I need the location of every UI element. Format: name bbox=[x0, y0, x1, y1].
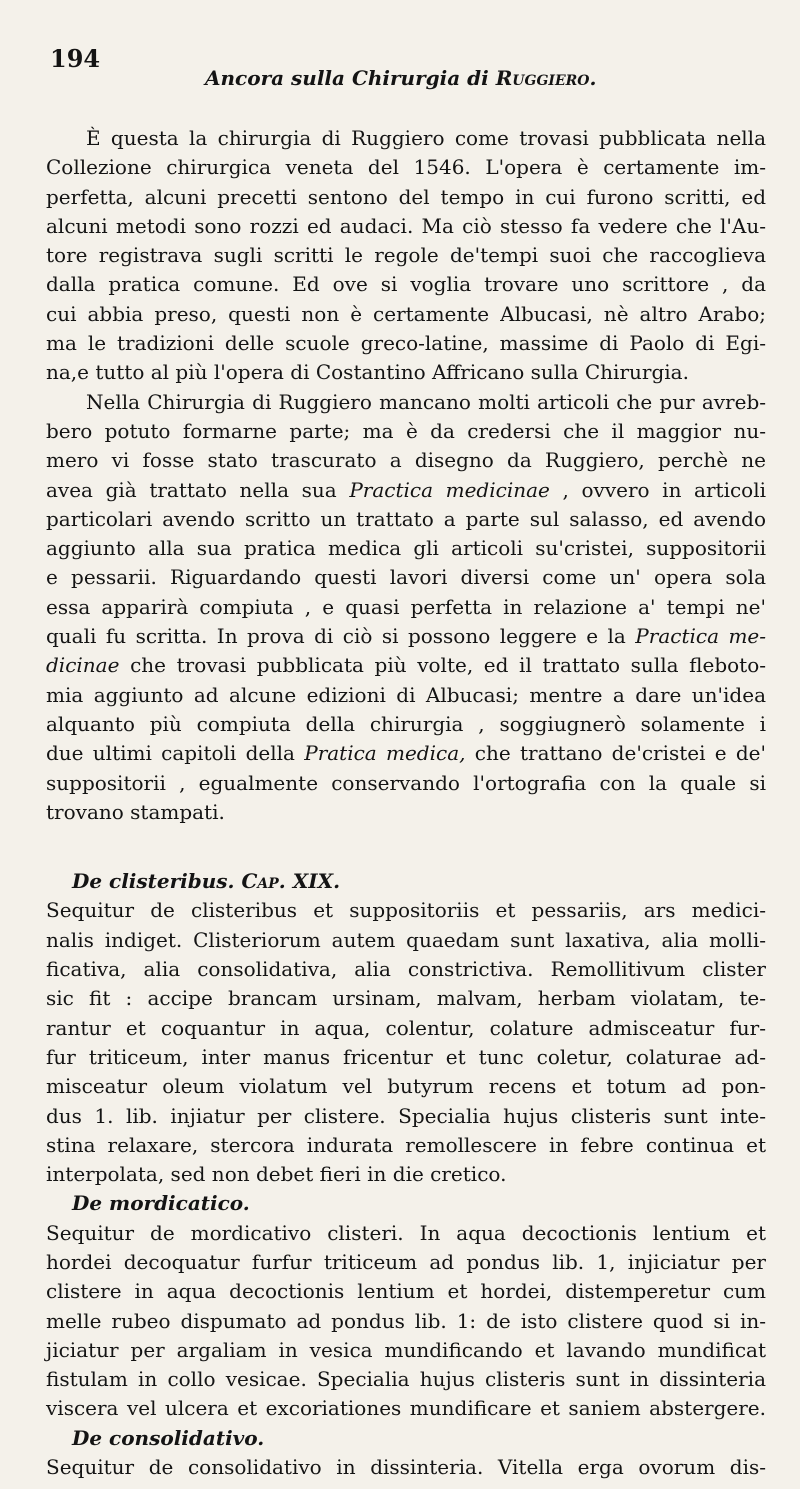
text-line: clistere in aqua decoctionis lentium et hordei, distemperetur cum bbox=[46, 1279, 766, 1304]
text-line: sic fit : accipe brancam ursinam, malvam, herbam violatam, te- bbox=[46, 986, 766, 1011]
text-segment: avea già trattato nella sua bbox=[46, 477, 337, 502]
text-line: bero potuto formarne parte; ma è da credersi che il maggior nu- bbox=[46, 418, 766, 443]
text-line: Sequitur de mordicativo clisteri. In aqua decoctionis lentium et bbox=[46, 1220, 766, 1245]
text-line bbox=[46, 651, 766, 680]
text-line: cui abbia preso, questi non è certamente Albucasi, nè altro Arabo; bbox=[46, 301, 766, 326]
text-line: essa apparirà compiuta , e quasi perfetta in relazione a' tempi ne' bbox=[46, 594, 766, 619]
mordicatico-paragraph bbox=[46, 1219, 766, 1424]
text-line: alquanto più compiuta della chirurgia , soggiugnerò solamente i bbox=[46, 711, 766, 736]
book-title: dicinae bbox=[46, 653, 120, 678]
running-head-prefix: Ancora sulla Chirurgia di bbox=[205, 66, 489, 90]
text-line: ma le tradizioni delle scuole greco-latine, massime di Paolo di Egi- bbox=[46, 331, 766, 356]
text-line: È questa la chirurgia di Ruggiero come trovasi pubblicata nella bbox=[86, 126, 766, 150]
text-line: rantur et coquantur in aqua, colentur, colature admisceatur fur- bbox=[46, 1015, 766, 1040]
clisteribus-paragraph bbox=[46, 896, 766, 1189]
text-line: aggiunto alla sua pratica medica gli articoli su'cristei, suppositorii bbox=[46, 536, 766, 561]
page-number: 194 bbox=[50, 44, 101, 73]
running-head-name: Ruggiero. bbox=[495, 66, 597, 90]
page-body bbox=[46, 124, 766, 1482]
text-segment: che trovasi pubblicata più volte, ed il trattato sulla fleboto- bbox=[130, 653, 766, 678]
section-heading-mordicatico: De mordicatico. bbox=[72, 1191, 250, 1216]
text-line: dalla pratica comune. Ed ove si voglia trovare uno scrittore , da bbox=[46, 272, 766, 297]
text-line: dus 1. lib. injiatur per clistere. Specialia hujus clisteris sunt inte- bbox=[46, 1103, 766, 1128]
text-line: Nella Chirurgia di Ruggiero mancano molti articoli che pur avreb- bbox=[86, 389, 766, 414]
text-line: melle rubeo dispumato ad pondus lib. 1: de isto clistere quod si in- bbox=[46, 1308, 766, 1333]
consolidativo-paragraph bbox=[46, 1453, 766, 1482]
text-line: e pessarii. Riguardando questi lavori diversi come un' opera sola bbox=[46, 565, 766, 590]
book-title: Practica medicinae bbox=[349, 477, 550, 502]
text-line bbox=[46, 739, 766, 768]
text-line: Collezione chirurgica veneta del 1546. L'opera è certamente im- bbox=[46, 155, 766, 180]
text-line: tore registrava sugli scritti le regole de'tempi suoi che raccoglieva bbox=[46, 243, 766, 268]
text-line: fistulam in collo vesicae. Specialia hujus clisteris sunt in dissinteria bbox=[46, 1367, 766, 1392]
text-line bbox=[46, 622, 766, 651]
text-segment: che trattano de'cristei e de' bbox=[474, 741, 767, 766]
text-line: fur triticeum, inter manus fricentur et tunc coletur, colaturae ad- bbox=[46, 1044, 766, 1069]
text-line: hordei decoquatur furfur triticeum ad pondus lib. 1, injiciatur per bbox=[46, 1249, 766, 1274]
text-line: suppositorii , egualmente conservando l'ortografia con la quale si bbox=[46, 770, 766, 795]
text-line: Sequitur de clisteribus et suppositoriis et pessariis, ars medici- bbox=[46, 898, 766, 923]
text-line: misceatur oleum violatum vel butyrum recens et totum ad pon- bbox=[46, 1074, 766, 1099]
text-line: viscera vel ulcera et excoriationes mundificare et saniem abstergere. bbox=[46, 1396, 766, 1421]
text-line: alcuni metodi sono rozzi ed audaci. Ma ciò stesso fa vedere che l'Au- bbox=[46, 213, 766, 238]
text-segment: quali fu scritta. In prova di ciò si possono leggere e la bbox=[46, 624, 626, 649]
book-title: Practica me- bbox=[635, 624, 767, 649]
chapter-heading bbox=[46, 867, 766, 896]
text-line: nalis indiget. Clisteriorum autem quaedam sunt laxativa, alia molli- bbox=[46, 927, 766, 952]
text-line: trovano stampati. bbox=[46, 799, 225, 824]
text-line: perfetta, alcuni precetti sentono del tempo in cui furono scritti, ed bbox=[46, 184, 766, 209]
chapter-heading-number: Cap. XIX. bbox=[241, 869, 341, 894]
chapter-heading-title: De clisteribus. bbox=[72, 869, 235, 894]
text-line: na,e tutto al più l'opera di Costantino Affricano sulla Chirurgia. bbox=[46, 360, 689, 385]
page-header bbox=[0, 44, 800, 94]
text-line: stina relaxare, stercora indurata remollescere in febre continua et bbox=[46, 1132, 766, 1157]
text-line: jiciatur per argaliam in vesica mundificando et lavando mundificat bbox=[46, 1337, 766, 1362]
text-line: mero vi fosse stato trascurato a disegno da Ruggiero, perchè ne bbox=[46, 448, 766, 473]
section-heading-consolidativo: De consolidativo. bbox=[72, 1425, 265, 1450]
text-line bbox=[46, 476, 766, 505]
text-line: ficativa, alia consolidativa, alia constrictiva. Remollitivum clister bbox=[46, 957, 766, 982]
text-line: particolari avendo scritto un trattato a parte sul salasso, ed avendo bbox=[46, 506, 766, 531]
running-head bbox=[205, 66, 596, 90]
text-line: interpolata, sed non debet fieri in die cretico. bbox=[46, 1162, 507, 1187]
text-segment: due ultimi capitoli della bbox=[46, 741, 295, 766]
text-line: mia aggiunto ad alcune edizioni di Albucasi; mentre a dare un'idea bbox=[46, 682, 766, 707]
text-segment: , ovvero in articoli bbox=[562, 477, 767, 502]
intro-paragraph bbox=[46, 124, 766, 388]
book-title: Pratica medica, bbox=[304, 741, 466, 766]
nella-paragraph bbox=[46, 388, 766, 827]
text-line: Sequitur de consolidativo in dissinteria. Vitella erga ovorum dis- bbox=[46, 1455, 766, 1480]
